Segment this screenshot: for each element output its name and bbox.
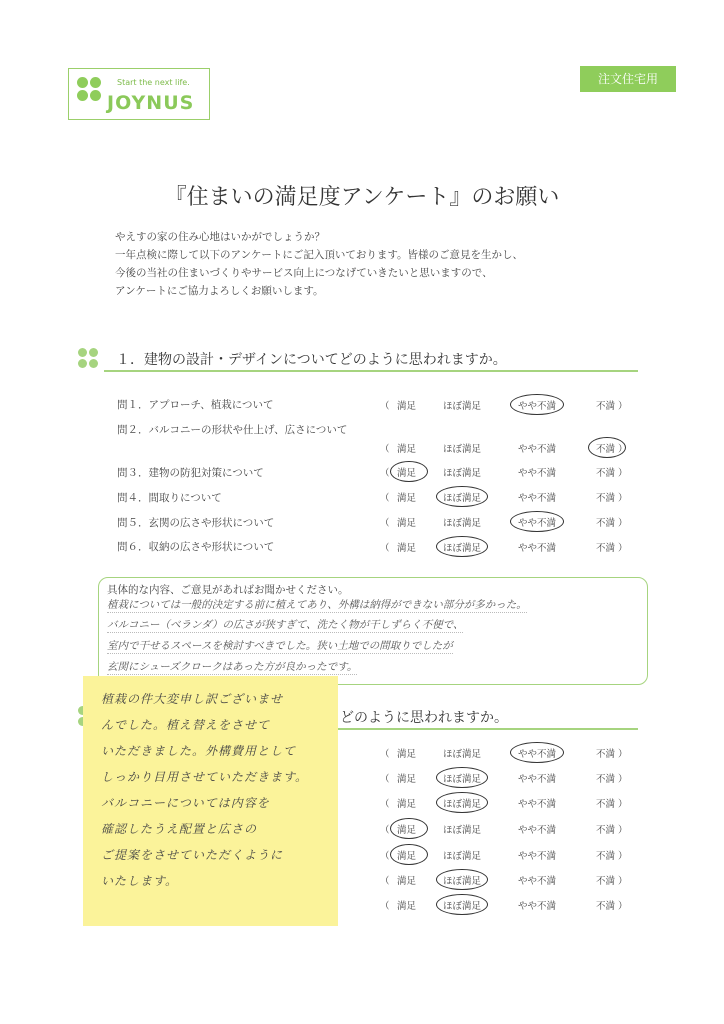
- logo-leaf-icon: [90, 90, 101, 101]
- bracket-close: ）: [618, 543, 628, 554]
- rating-option[interactable]: ほぼ満足: [443, 851, 482, 862]
- bracket-open: （: [380, 799, 390, 810]
- rating-option[interactable]: 満足: [397, 468, 417, 479]
- rating-option[interactable]: 不満: [596, 799, 616, 810]
- selection-circle-mark: [436, 894, 488, 915]
- rating-option[interactable]: やや不満: [518, 876, 557, 887]
- sticky-note-line: ご提案をさせていただくように: [101, 848, 284, 862]
- bracket-open: （: [380, 901, 390, 912]
- rating-option[interactable]: ほぼ満足: [443, 401, 482, 412]
- section1-title: １．建物の設計・デザインについてどのように思われますか。: [116, 352, 507, 368]
- rating-row: [380, 441, 630, 459]
- bracket-open: （: [380, 444, 390, 455]
- rating-option[interactable]: ほぼ満足: [443, 799, 482, 810]
- bracket-open: （: [380, 543, 390, 554]
- rating-option[interactable]: やや不満: [518, 518, 557, 529]
- rating-option[interactable]: ほぼ満足: [443, 749, 482, 760]
- rating-option[interactable]: 不満: [596, 876, 616, 887]
- rating-option[interactable]: ほぼ満足: [443, 825, 482, 836]
- sticky-note: [83, 676, 338, 926]
- rating-option[interactable]: 不満: [596, 774, 616, 785]
- opinion-handwritten-line: 室内で干せるスペースを検討すべきでした。狭い土地での間取りでしたが: [107, 640, 453, 652]
- bracket-open: （: [380, 468, 390, 479]
- section2-title: どのように思われますか。: [340, 710, 508, 726]
- bracket-close: ）: [618, 518, 628, 529]
- rating-option[interactable]: 不満: [596, 444, 616, 455]
- rating-option[interactable]: やや不満: [518, 543, 557, 554]
- rating-option[interactable]: 満足: [397, 876, 417, 887]
- logo-name: JOYNUS: [107, 92, 195, 114]
- selection-circle-mark: [588, 437, 626, 458]
- rating-option[interactable]: 満足: [397, 774, 417, 785]
- rating-option[interactable]: 不満: [596, 901, 616, 912]
- rating-option[interactable]: 不満: [596, 851, 616, 862]
- selection-circle-mark: [510, 511, 564, 532]
- bracket-open: （: [380, 851, 390, 862]
- rating-row: [380, 540, 630, 558]
- rating-option[interactable]: 不満: [596, 749, 616, 760]
- rating-option[interactable]: やや不満: [518, 493, 557, 504]
- bracket-open: （: [380, 518, 390, 529]
- rating-option[interactable]: 満足: [397, 518, 417, 529]
- rating-option[interactable]: やや不満: [518, 749, 557, 760]
- selection-circle-mark: [390, 818, 428, 839]
- bracket-close: ）: [618, 774, 628, 785]
- rating-option[interactable]: やや不満: [518, 851, 557, 862]
- selection-circle-mark: [390, 461, 428, 482]
- rating-row: [380, 771, 630, 789]
- rating-option[interactable]: ほぼ満足: [443, 774, 482, 785]
- intro-line: やえすの家の住み心地はいかがでしょうか？: [115, 231, 325, 243]
- opinion-handwritten-line: 植栽については一般的決定する前に植えてあり、外構は納得ができない部分が多かった。: [107, 599, 527, 611]
- rating-option[interactable]: 不満: [596, 401, 616, 412]
- section-bullet-icon: [78, 348, 100, 370]
- rating-option[interactable]: 満足: [397, 901, 417, 912]
- rating-option[interactable]: ほぼ満足: [443, 543, 482, 554]
- bracket-close: ）: [618, 468, 628, 479]
- logo-leaf-icon: [77, 77, 88, 88]
- intro-line: アンケートにご協力よろしくお願いします。: [115, 285, 324, 297]
- rating-row: [380, 490, 630, 508]
- bracket-close: ）: [618, 444, 628, 455]
- question-label: 問２．バルコニーの形状や仕上げ、広さについて: [117, 424, 348, 436]
- rating-option[interactable]: ほぼ満足: [443, 468, 482, 479]
- rating-option[interactable]: 満足: [397, 851, 417, 862]
- rating-option[interactable]: 不満: [596, 518, 616, 529]
- bracket-close: ）: [618, 493, 628, 504]
- rating-option[interactable]: 不満: [596, 493, 616, 504]
- page-title: 『住まいの満足度アンケート』のお願い: [164, 185, 560, 210]
- rating-option[interactable]: やや不満: [518, 444, 557, 455]
- selection-circle-mark: [436, 792, 488, 813]
- rating-option[interactable]: 満足: [397, 825, 417, 836]
- logo-leaf-icon: [77, 90, 88, 101]
- bracket-close: ）: [618, 749, 628, 760]
- rating-option[interactable]: 不満: [596, 468, 616, 479]
- rating-option[interactable]: やや不満: [518, 799, 557, 810]
- selection-circle-mark: [436, 486, 488, 507]
- rating-option[interactable]: 満足: [397, 401, 417, 412]
- document-type-tag: 注文住宅用: [580, 66, 676, 92]
- bracket-open: （: [380, 876, 390, 887]
- bracket-close: ）: [618, 799, 628, 810]
- selection-circle-mark: [436, 767, 488, 788]
- question-label: 問５．玄関の広さや形状について: [117, 517, 275, 529]
- sticky-note-line: バルコニーについては内容を: [101, 796, 270, 810]
- bracket-open: （: [380, 493, 390, 504]
- opinion-handwritten-line: 玄関にシューズクロークはあった方が良かったです。: [107, 661, 358, 673]
- intro-line: 今後の当社の住まいづくりやサービス向上につなげていきたいと思いますので、: [115, 267, 493, 279]
- rating-option[interactable]: 満足: [397, 493, 417, 504]
- section1-heading: [78, 346, 638, 372]
- rating-row: [380, 873, 630, 891]
- selection-circle-mark: [510, 742, 564, 763]
- selection-circle-mark: [390, 844, 428, 865]
- bracket-open: （: [380, 825, 390, 836]
- rating-row: [380, 848, 630, 866]
- bracket-close: ）: [618, 876, 628, 887]
- bracket-open: （: [380, 774, 390, 785]
- sticky-note-line: んでした。植え替えをさせて: [101, 718, 271, 732]
- opinion-heading: 具体的な内容、ご意見があればお聞かせください。: [107, 584, 349, 596]
- question-label: 問３．建物の防犯対策について: [117, 467, 264, 479]
- rating-row: [380, 796, 630, 814]
- rating-row: [380, 822, 630, 840]
- logo-tagline: Start the next life.: [117, 78, 190, 87]
- rating-option[interactable]: やや不満: [518, 901, 557, 912]
- rating-option[interactable]: やや不満: [518, 825, 557, 836]
- question-label: 問１．アプローチ、植栽について: [117, 399, 274, 411]
- intro-line: 一年点検に際して以下のアンケートにご記入頂いております。皆様のご意見を生かし、: [115, 249, 524, 261]
- bracket-close: ）: [618, 851, 628, 862]
- rating-row: [380, 515, 630, 533]
- selection-circle-mark: [510, 394, 564, 415]
- rating-option[interactable]: 満足: [397, 543, 417, 554]
- rating-option[interactable]: 不満: [596, 825, 616, 836]
- question-label: 問６．収納の広さや形状について: [117, 541, 275, 553]
- bracket-close: ）: [618, 901, 628, 912]
- rating-option[interactable]: ほぼ満足: [443, 493, 482, 504]
- bracket-close: ）: [618, 825, 628, 836]
- bracket-open: （: [380, 749, 390, 760]
- rating-option[interactable]: 満足: [397, 799, 417, 810]
- sticky-note-line: 植栽の件大変申し訳ございませ: [101, 692, 284, 706]
- rating-row: [380, 898, 630, 916]
- logo-leaf-icon: [90, 77, 101, 88]
- sticky-note-line: いただきました。外構費用として: [101, 744, 297, 758]
- bracket-open: （: [380, 401, 390, 412]
- sticky-note-line: 確認したうえ配置と広さの: [101, 822, 258, 836]
- rating-row: [380, 746, 630, 764]
- selection-circle-mark: [436, 869, 488, 890]
- company-logo: [68, 68, 210, 120]
- rating-option[interactable]: ほぼ満足: [443, 518, 482, 529]
- rating-option[interactable]: 満足: [397, 749, 417, 760]
- selection-circle-mark: [436, 536, 488, 557]
- question-label: 問４．間取りについて: [117, 492, 222, 504]
- rating-option[interactable]: やや不満: [518, 401, 557, 412]
- bracket-close: ）: [618, 401, 628, 412]
- rating-option[interactable]: ほぼ満足: [443, 901, 482, 912]
- section-divider: [104, 370, 638, 372]
- rating-option[interactable]: ほぼ満足: [443, 876, 482, 887]
- intro-text: [115, 228, 523, 300]
- opinion-box: [98, 577, 648, 685]
- rating-row: [380, 398, 630, 416]
- sticky-note-line: しっかり目用させていただきます。: [101, 770, 309, 784]
- opinion-handwritten-line: バルコニー（ベランダ）の広さが狭すぎて、洗たく物が干しずらく不便で、: [107, 619, 464, 631]
- rating-option[interactable]: 満足: [397, 444, 417, 455]
- sticky-note-line: いたします。: [101, 874, 179, 888]
- rating-option[interactable]: ほぼ満足: [443, 444, 482, 455]
- rating-option[interactable]: やや不満: [518, 468, 557, 479]
- rating-option[interactable]: 不満: [596, 543, 616, 554]
- rating-option[interactable]: やや不満: [518, 774, 557, 785]
- rating-row: [380, 465, 630, 483]
